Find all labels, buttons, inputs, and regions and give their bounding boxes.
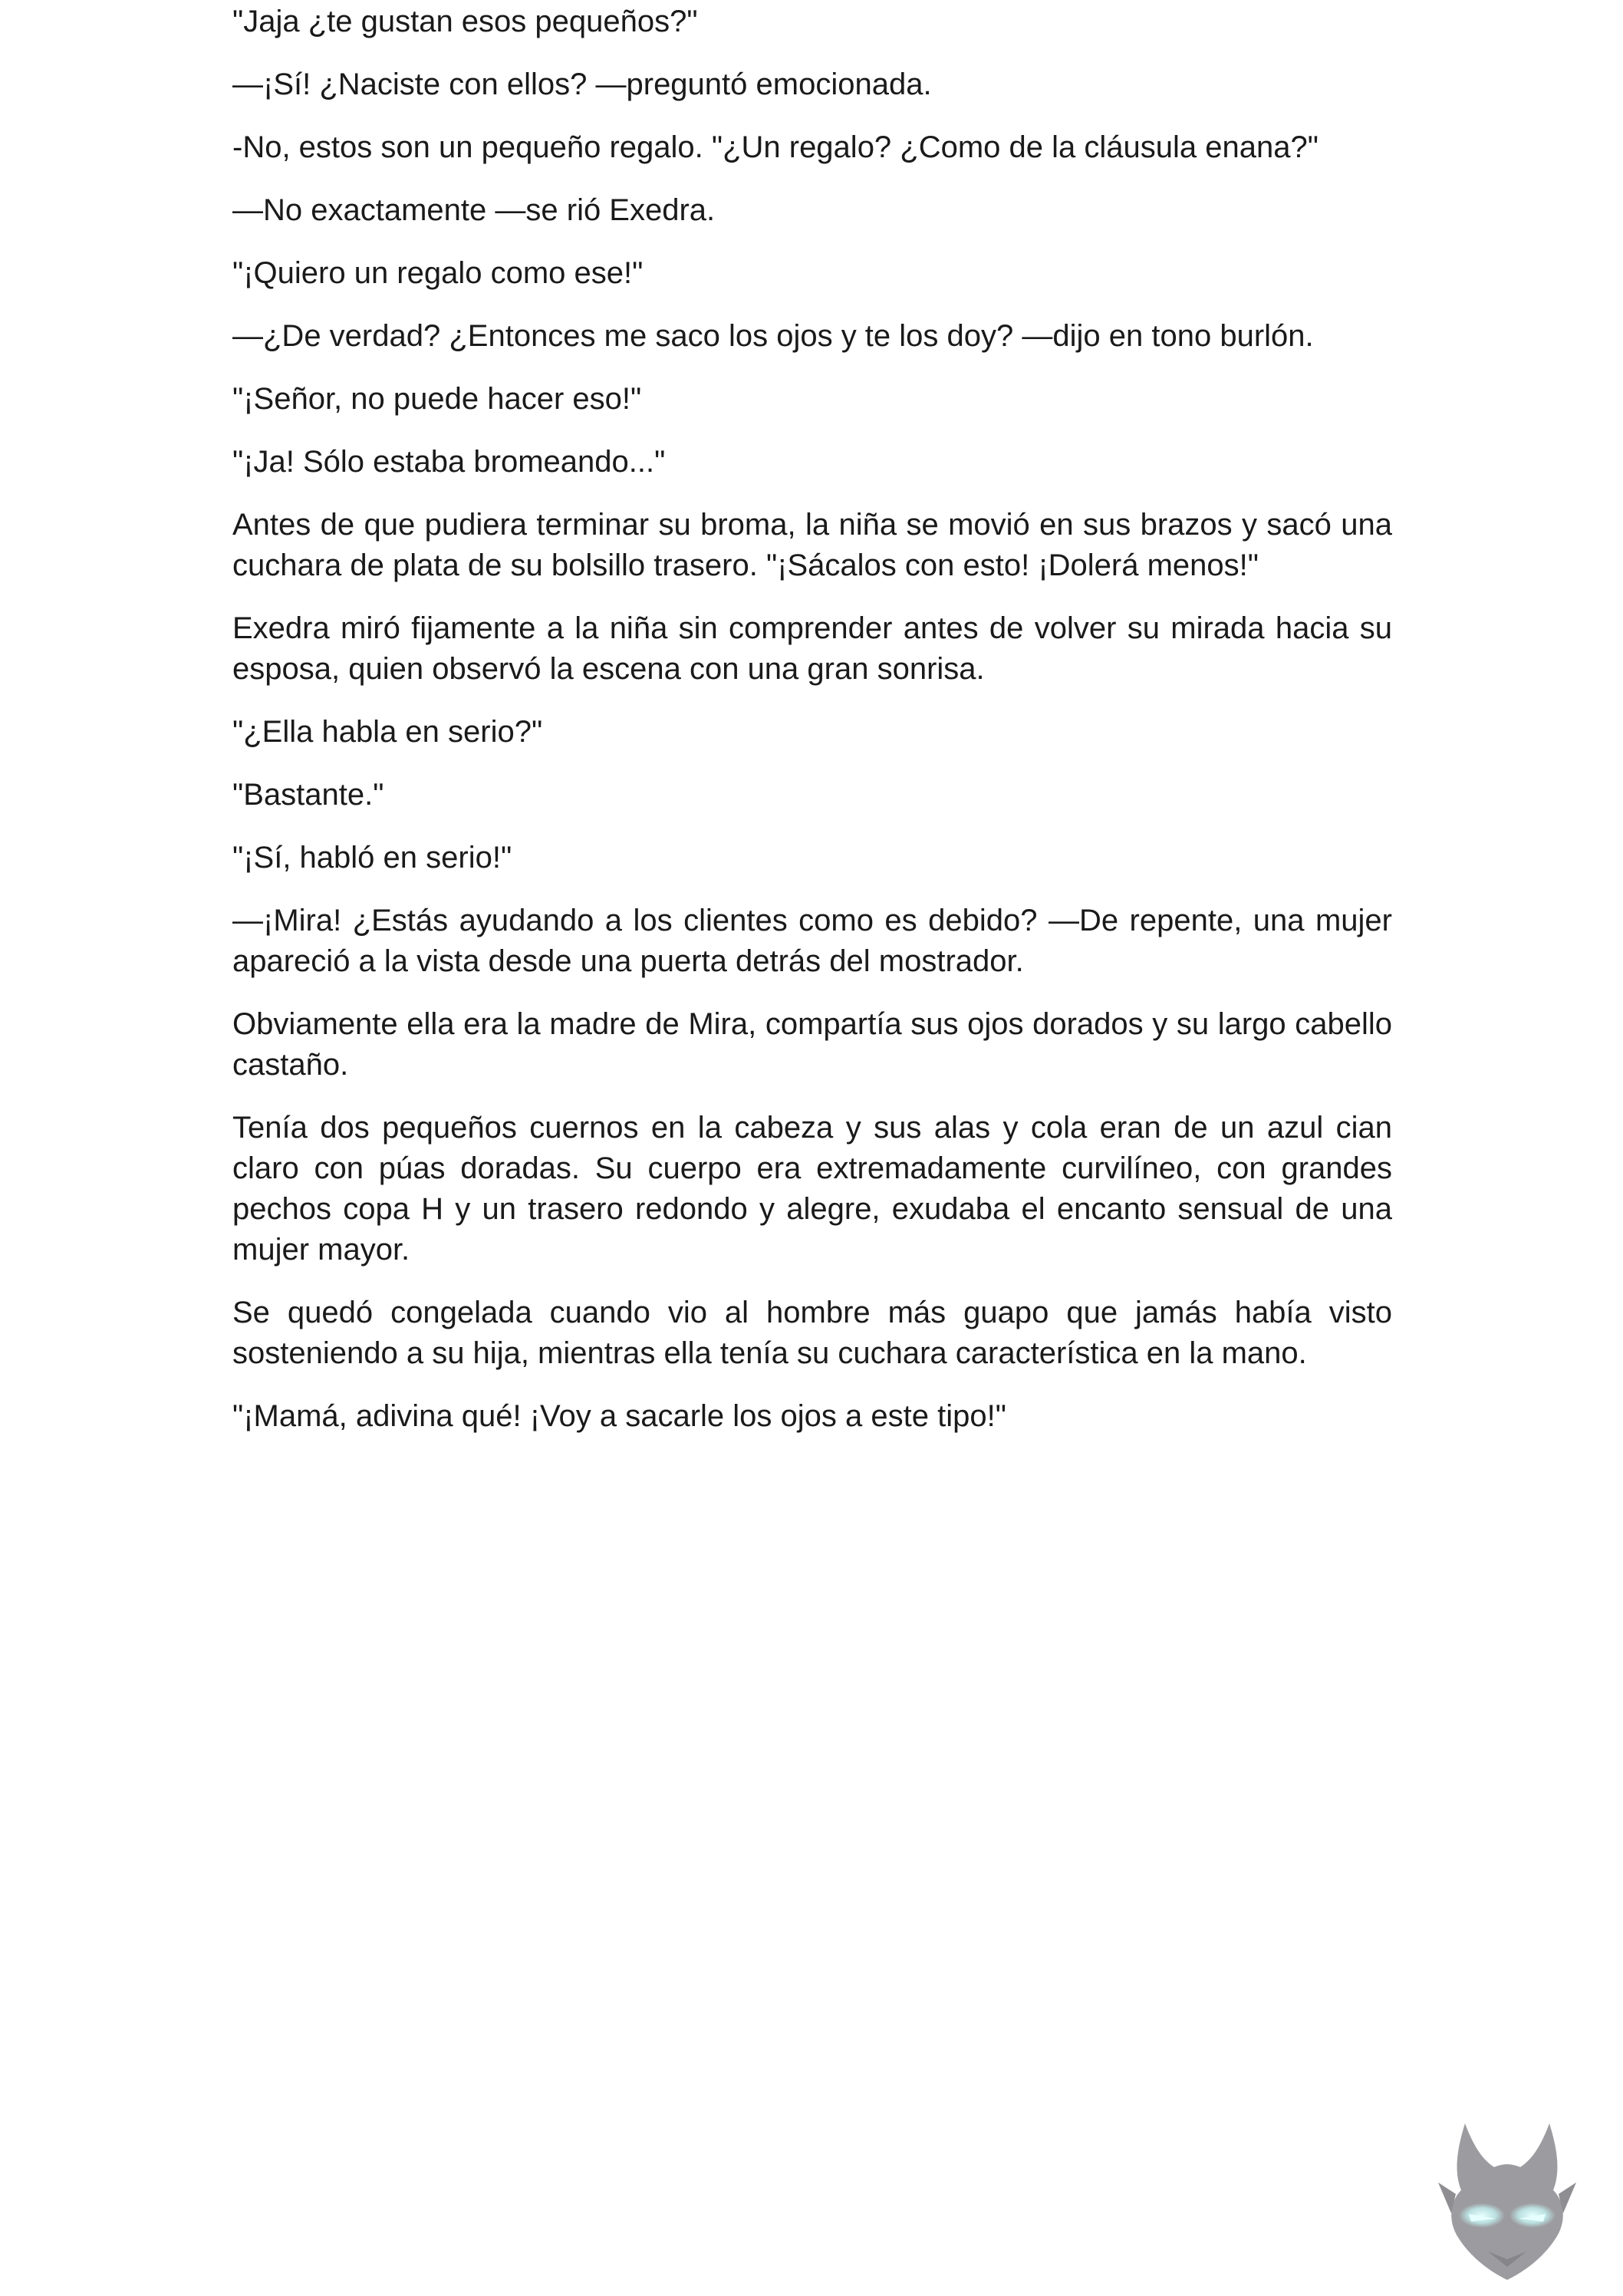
paragraph: "¡Mamá, adivina qué! ¡Voy a sacarle los ojos a este tipo!" [232, 1399, 1006, 1433]
paragraph: Obviamente ella era la madre de Mira, compartía sus ojos dorados y su largo cabello castaño. [232, 1007, 1392, 1082]
paragraph: —¡Mira! ¿Estás ayudando a los clientes como es debido? —De repente, una mujer apareció a la vista desde una puerta detrás del mostrador. [232, 904, 1392, 978]
logo-head-shape [1451, 2123, 1563, 2280]
paragraph: —No exactamente —se rió Exedra. [232, 193, 716, 227]
document-body [232, 2, 1392, 1459]
paragraph: -No, estos son un pequeño regalo. "¿Un regalo? ¿Como de la cláusula enana?" [232, 130, 1318, 164]
paragraph: "Bastante." [232, 778, 384, 812]
paragraph: "Jaja ¿te gustan esos pequeños?" [232, 5, 698, 38]
paragraph: Tenía dos pequeños cuernos en la cabeza y sus alas y cola eran de un azul cian claro con púas doradas. Su cuerpo era extremadamente curvilíneo, con grandes pechos copa H y un trasero redondo y alegre, exudaba el encanto sensual de una mujer mayor. [232, 1111, 1392, 1267]
paragraph: —¿De verdad? ¿Entonces me saco los ojos y te los doy? —dijo en tono burlón. [232, 319, 1314, 353]
demon-head-logo-icon [1434, 2117, 1580, 2282]
paragraph: "¡Ja! Sólo estaba bromeando..." [232, 445, 666, 479]
paragraph: "¿Ella habla en serio?" [232, 715, 543, 749]
paragraph: —¡Sí! ¿Naciste con ellos? —preguntó emocionada. [232, 68, 932, 101]
paragraph: Antes de que pudiera terminar su broma, la niña se movió en sus brazos y sacó una cuchara de plata de su bolsillo trasero. "¡Sácalos con esto! ¡Dolerá menos!" [232, 508, 1392, 582]
paragraph: "¡Señor, no puede hacer eso!" [232, 382, 642, 416]
paragraph: "¡Quiero un regalo como ese!" [232, 256, 644, 290]
paragraph: Exedra miró fijamente a la niña sin comprender antes de volver su mirada hacia su esposa, quien observó la escena con una gran sonrisa. [232, 611, 1392, 686]
paragraph: "¡Sí, habló en serio!" [232, 841, 512, 875]
paragraph: Se quedó congelada cuando vio al hombre más guapo que jamás había visto sosteniendo a su hija, mientras ella tenía su cuchara característica en la mano. [232, 1296, 1392, 1370]
